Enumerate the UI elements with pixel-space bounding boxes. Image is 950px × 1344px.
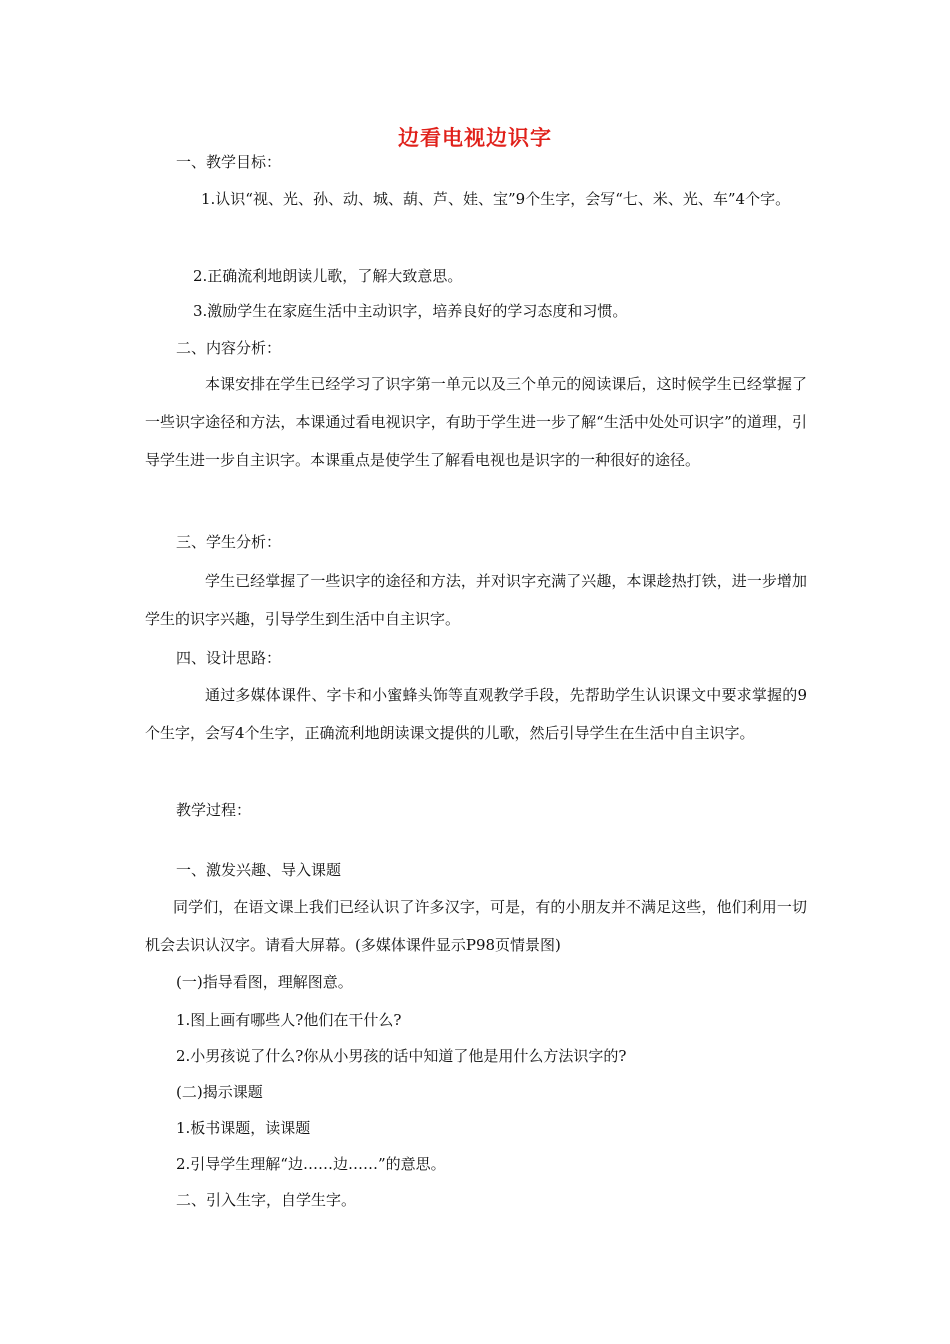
content-paragraph: 本课安排在学生已经学习了识字第一单元以及三个单元的阅读课后，这时候学生已经掌握了一些识字途径和方法，本课通过看电视识字，有助于学生进一步了解“生活中处处可识字”的道理，引导学生进一步自主识字。本课重点是使学生了解看电视也是识字的一种很好的途径。: [145, 375, 807, 469]
content-heading: 二、内容分析：: [176, 339, 282, 357]
design-heading: 四、设计思路：: [176, 649, 282, 667]
process-heading: 教学过程：: [176, 801, 252, 819]
goal-1: 1.认识“视、光、孙、动、城、葫、芦、娃、宝”9个生字，会写“七、米、光、车”4个字。: [201, 190, 791, 208]
step1-heading: 一、激发兴趣、导入课题: [176, 861, 342, 879]
document-title: 边看电视边识字: [398, 126, 552, 150]
sub-section-1: (一)指导看图，理解图意。: [176, 973, 353, 991]
student-paragraph: 学生已经掌握了一些识字的途径和方法，并对识字充满了兴趣，本课趁热打铁，进一步增加学生的识字兴趣，引导学生到生活中自主识字。: [145, 572, 807, 628]
reveal-item-2: 2.引导学生理解“边……边……”的意思。: [176, 1155, 446, 1173]
step1-paragraph: 同学们，在语文课上我们已经认识了许多汉字，可是，有的小朋友并不满足这些，他们利用一切机会去识认汉字。请看大屏幕。(多媒体课件显示P98页情景图): [145, 898, 807, 954]
goals-heading: 一、教学目标：: [176, 153, 282, 171]
step2-heading: 二、引入生字，自学生字。: [176, 1191, 357, 1209]
question-1: 1.图上画有哪些人?他们在干什么?: [176, 1011, 402, 1029]
goal-3: 3.激励学生在家庭生活中主动识字，培养良好的学习态度和习惯。: [193, 302, 628, 320]
goal-2: 2.正确流利地朗读儿歌，了解大致意思。: [193, 267, 463, 285]
sub-section-2: (二)揭示课题: [176, 1083, 263, 1101]
reveal-item-1: 1.板书课题，读课题: [176, 1119, 311, 1137]
question-2: 2.小男孩说了什么?你从小男孩的话中知道了他是用什么方法识字的?: [176, 1047, 627, 1065]
design-paragraph: 通过多媒体课件、字卡和小蜜蜂头饰等直观教学手段，先帮助学生认识课文中要求掌握的9个生字，会写4个生字，正确流利地朗读课文提供的儿歌，然后引导学生在生活中自主识字。: [145, 686, 807, 742]
student-heading: 三、学生分析：: [176, 533, 282, 551]
